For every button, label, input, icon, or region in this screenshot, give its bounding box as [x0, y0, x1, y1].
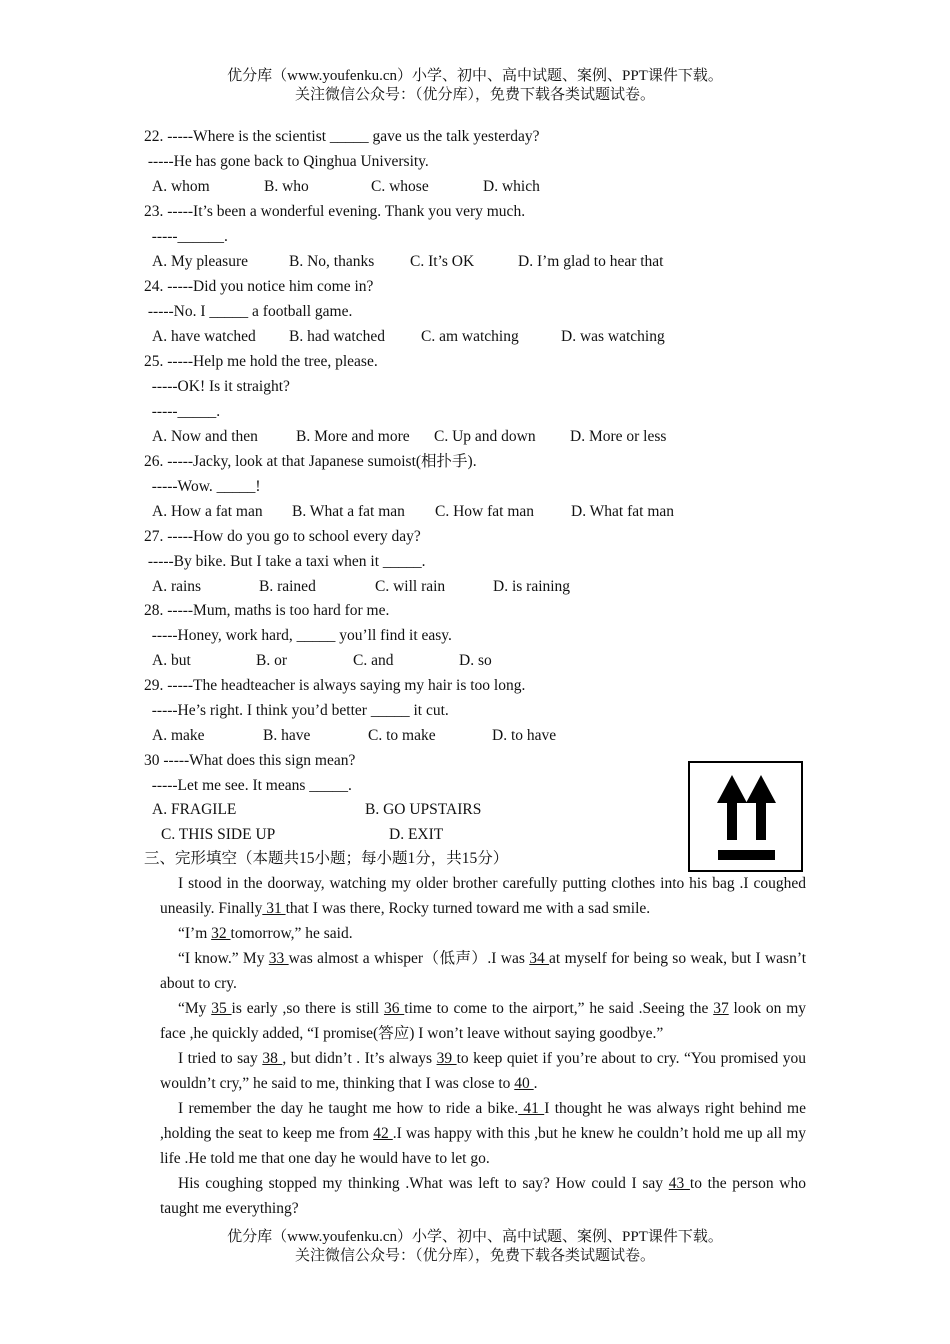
- blank-41: 41: [518, 1100, 545, 1117]
- question-22-stem: 22. -----Where is the scientist _____ gave us the talk yesterday?: [144, 128, 540, 145]
- q27-option-a: A. rains: [152, 578, 202, 595]
- q25-option-b: B. More and more: [296, 428, 410, 445]
- q30-option-b: B. GO UPSTAIRS: [365, 801, 482, 818]
- blank-33: 33: [268, 950, 289, 967]
- q24-option-b: B. had watched: [289, 328, 385, 345]
- cloze-paragraph-4: [160, 996, 806, 1046]
- q30-option-a: A. FRAGILE: [152, 801, 237, 818]
- blank-35: 35: [211, 1000, 232, 1017]
- q23-option-b: B. No, thanks: [289, 253, 375, 270]
- p7-text-b: to the person who taught me everything?: [160, 1175, 806, 1217]
- p5-text-c: to keep quiet if you’re about to cry. “You promised you wouldn’t cry,” he said to me, thinking that I was close to: [160, 1050, 807, 1092]
- question-26-stem: 26. -----Jacky, look at that Japanese sumoist(相扑手).: [144, 453, 477, 470]
- q28-option-a: A. but: [152, 652, 191, 669]
- q26-option-d: D. What fat man: [571, 503, 675, 520]
- question-29-stem: 29. -----The headteacher is always saying my hair is too long.: [144, 677, 526, 694]
- q26-option-c: C. How fat man: [435, 503, 535, 520]
- question-28-reply: -----Honey, work hard, _____ you’ll find it easy.: [144, 627, 452, 644]
- cloze-paragraph-1: [160, 871, 806, 921]
- q26-option-b: B. What a fat man: [292, 503, 405, 520]
- question-30-reply: -----Let me see. It means _____.: [144, 777, 352, 794]
- blank-40: 40: [514, 1075, 534, 1092]
- section-3-title: 三、完形填空（本题共15小题；每小题1分，共15分）: [144, 850, 509, 867]
- header-line-1: 优分库（www.youfenku.cn）小学、初中、高中试题、案例、PPT课件下载。: [227, 68, 723, 84]
- p2-text-b: tomorrow,” he said.: [230, 925, 353, 942]
- q22-option-d: D. which: [483, 178, 540, 195]
- q27-option-b: B. rained: [259, 578, 316, 595]
- q25-option-a: A. Now and then: [152, 428, 258, 445]
- q23-option-d: D. I’m glad to hear that: [518, 253, 664, 270]
- p2-text-a: “I’m: [178, 925, 212, 942]
- p1-text-a: I stood in the doorway, watching my older brother carefully putting clothes into his bag .I coughed uneasily. Finally: [160, 875, 806, 917]
- blank-34: 34: [529, 950, 550, 967]
- q24-option-c: C. am watching: [421, 328, 519, 345]
- p4-text-b: is early ,so there is still: [231, 1000, 384, 1017]
- question-24-stem: 24. -----Did you notice him come in?: [144, 278, 374, 295]
- question-23-reply: -----______.: [144, 228, 228, 245]
- question-27-reply: -----By bike. But I take a taxi when it _____.: [144, 553, 426, 570]
- q24-option-a: A. have watched: [152, 328, 256, 345]
- q25-option-c: C. Up and down: [434, 428, 536, 445]
- p4-text-d: look on my face ,he quickly added, “I promise(答应) I won’t leave without saying goodbye.”: [160, 1000, 806, 1042]
- q25-option-d: D. More or less: [570, 428, 667, 445]
- cloze-paragraph-3: [160, 946, 806, 996]
- q27-option-c: C. will rain: [375, 578, 446, 595]
- p5-text-b: , but didn’t . It’s always: [282, 1050, 437, 1067]
- q23-option-c: C. It’s OK: [410, 253, 475, 270]
- q30-option-d: D. EXIT: [389, 826, 444, 843]
- q29-option-d: D. to have: [492, 727, 557, 744]
- blank-31: 31: [262, 900, 286, 917]
- cloze-paragraph-7: [160, 1171, 806, 1221]
- question-25-stem: 25. -----Help me hold the tree, please.: [144, 353, 378, 370]
- q28-option-d: D. so: [459, 652, 492, 669]
- cloze-paragraph-5: [160, 1046, 806, 1096]
- question-28-stem: 28. -----Mum, maths is too hard for me.: [144, 602, 390, 619]
- question-25-reply-2: -----_____.: [144, 403, 221, 420]
- question-24-reply: -----No. I _____ a football game.: [144, 303, 353, 320]
- p3-text-c: at myself for being so weak, but I wasn’t about to cry.: [160, 950, 807, 992]
- p3-text-a: “I know.” My: [178, 950, 269, 967]
- q23-option-a: A. My pleasure: [152, 253, 248, 270]
- p6-text-b: I thought he was always right behind me ,holding the seat to keep me from: [160, 1100, 806, 1142]
- q29-option-a: A. make: [152, 727, 205, 744]
- blank-36: 36: [383, 1000, 405, 1017]
- p4-text-c: time to come to the airport,” he said .Seeing the: [404, 1000, 714, 1017]
- header-line-2: 关注微信公众号：（优分库），免费下载各类试题试卷。: [294, 87, 655, 103]
- q26-option-a: A. How a fat man: [152, 503, 263, 520]
- blank-38: 38: [262, 1050, 283, 1067]
- cloze-paragraph-2: [160, 921, 806, 946]
- blank-37: 37: [713, 1000, 729, 1017]
- q27-option-d: D. is raining: [493, 578, 571, 595]
- cloze-paragraph-6: [160, 1096, 806, 1171]
- q24-option-d: D. was watching: [561, 328, 665, 345]
- q28-option-c: C. and: [353, 652, 394, 669]
- question-22-reply: -----He has gone back to Qinghua University.: [144, 153, 429, 170]
- q22-option-c: C. whose: [371, 178, 429, 195]
- this-side-up-sign: [688, 761, 803, 872]
- blank-42: 42: [373, 1125, 393, 1142]
- up-arrows-icon: [690, 763, 801, 870]
- footer-line-1: 优分库（www.youfenku.cn）小学、初中、高中试题、案例、PPT课件下载。: [227, 1229, 723, 1245]
- blank-43: 43: [668, 1175, 690, 1192]
- blank-39: 39: [436, 1050, 457, 1067]
- p3-text-b: was almost a whisper（低声）.I was: [288, 950, 530, 967]
- p4-text-a: “My: [178, 1000, 212, 1017]
- q28-option-b: B. or: [256, 652, 287, 669]
- q22-option-b: B. who: [264, 178, 309, 195]
- p6-text-a: I remember the day he taught me how to ride a bike.: [178, 1100, 519, 1117]
- q29-option-b: B. have: [263, 727, 311, 744]
- question-27-stem: 27. -----How do you go to school every day?: [144, 528, 421, 545]
- question-29-reply: -----He’s right. I think you’d better _____ it cut.: [144, 702, 449, 719]
- q29-option-c: C. to make: [368, 727, 436, 744]
- question-26-reply: -----Wow. _____!: [144, 478, 261, 495]
- p5-text-d: .: [533, 1075, 538, 1092]
- p5-text-a: I tried to say: [178, 1050, 263, 1067]
- blank-32: 32: [211, 925, 231, 942]
- question-23-stem: 23. -----It’s been a wonderful evening. Thank you very much.: [144, 203, 526, 220]
- footer-line-2: 关注微信公众号：（优分库），免费下载各类试题试卷。: [294, 1248, 655, 1264]
- p6-text-c: .I was happy with this ,but he knew he couldn’t hold me up all my life .He told me that one day he would have to let go.: [160, 1125, 807, 1167]
- p7-text-a: His coughing stopped my thinking .What was left to say? How could I say: [178, 1175, 669, 1192]
- q22-option-a: A. whom: [152, 178, 210, 195]
- question-30-stem: 30 -----What does this sign mean?: [144, 752, 356, 769]
- question-25-reply-1: -----OK! Is it straight?: [144, 378, 290, 395]
- p1-text-b: that I was there, Rocky turned toward me with a sad smile.: [285, 900, 651, 917]
- q30-option-c: C. THIS SIDE UP: [161, 826, 276, 843]
